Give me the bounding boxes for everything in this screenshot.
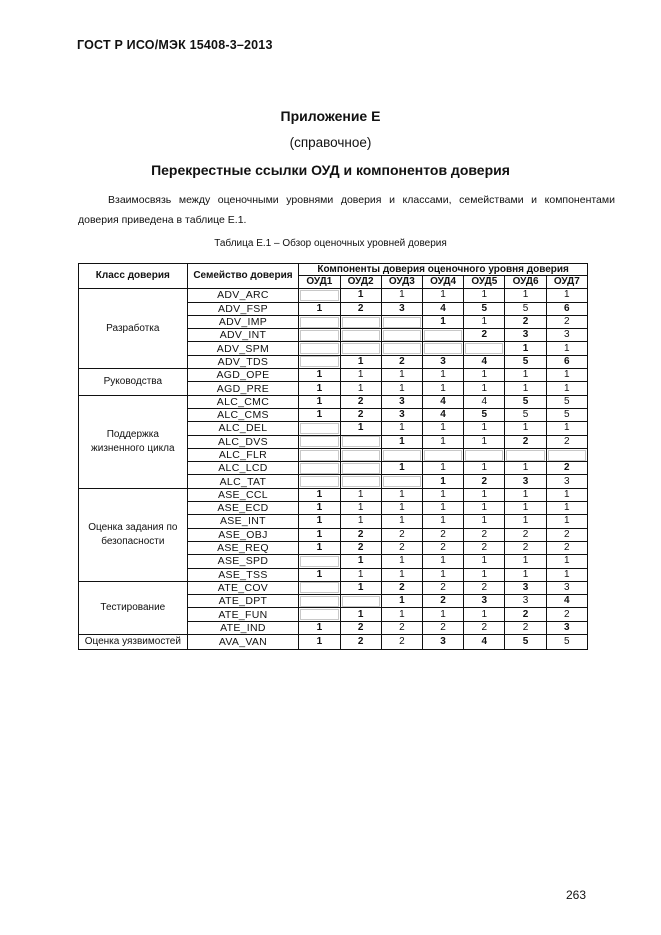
component-level-cell: 1 — [381, 515, 422, 528]
component-level-cell: 1 — [464, 608, 505, 621]
assurance-family-cell: ALC_LCD — [187, 462, 299, 475]
table-row — [79, 369, 588, 382]
assurance-family-cell: ASE_INT — [187, 515, 299, 528]
component-level-cell: 1 — [299, 635, 340, 650]
column-header-eal: ОУД2 — [340, 276, 381, 289]
component-level-cell: 1 — [381, 462, 422, 475]
component-level-cell: 1 — [422, 515, 463, 528]
component-level-cell — [340, 435, 381, 448]
component-level-cell: 1 — [464, 369, 505, 382]
component-level-cell: 1 — [381, 422, 422, 435]
component-level-cell: 1 — [464, 462, 505, 475]
component-level-cell: 2 — [340, 541, 381, 554]
component-level-cell: 1 — [299, 621, 340, 634]
component-level-cell: 1 — [381, 568, 422, 581]
component-level-cell: 2 — [381, 621, 422, 634]
component-level-cell: 1 — [546, 369, 587, 382]
column-header-family: Семейство доверия — [187, 264, 299, 289]
component-level-cell: 2 — [464, 329, 505, 342]
component-level-cell — [381, 448, 422, 461]
assurance-family-cell: ALC_CMS — [187, 408, 299, 421]
empty-cell-marker — [465, 343, 503, 354]
component-level-cell: 1 — [546, 488, 587, 501]
component-level-cell: 1 — [381, 369, 422, 382]
component-level-cell: 1 — [340, 581, 381, 594]
column-header-eal: ОУД3 — [381, 276, 422, 289]
component-level-cell: 5 — [464, 302, 505, 315]
assurance-family-cell: ALC_TAT — [187, 475, 299, 488]
component-level-cell — [340, 315, 381, 328]
component-level-cell: 3 — [422, 355, 463, 368]
assurance-family-cell: ALC_FLR — [187, 448, 299, 461]
intro-paragraph: Взаимосвязь между оценочными уровнями доверия и классами, семействами и компонентами доверия приведена в таблице Е.1. — [78, 194, 615, 226]
component-level-cell: 2 — [505, 541, 546, 554]
assurance-family-cell: ASE_SPD — [187, 555, 299, 568]
component-level-cell: 1 — [505, 369, 546, 382]
component-level-cell: 1 — [422, 555, 463, 568]
component-level-cell: 2 — [340, 302, 381, 315]
assurance-family-cell: ADV_TDS — [187, 355, 299, 368]
empty-cell-marker — [383, 476, 421, 487]
column-header-eal: ОУД7 — [546, 276, 587, 289]
component-level-cell — [464, 342, 505, 355]
component-level-cell: 4 — [546, 595, 587, 608]
component-level-cell: 4 — [464, 395, 505, 408]
component-level-cell — [340, 462, 381, 475]
component-level-cell: 1 — [422, 422, 463, 435]
component-level-cell: 2 — [422, 621, 463, 634]
component-level-cell: 3 — [505, 595, 546, 608]
empty-cell-marker — [383, 343, 421, 354]
component-level-cell: 6 — [546, 302, 587, 315]
component-level-cell: 2 — [340, 635, 381, 650]
assurance-family-cell: ADV_FSP — [187, 302, 299, 315]
component-level-cell: 2 — [546, 541, 587, 554]
component-level-cell: 2 — [381, 528, 422, 541]
component-level-cell: 2 — [505, 315, 546, 328]
component-level-cell: 1 — [299, 541, 340, 554]
assurance-class-cell: Руководства — [79, 369, 188, 396]
empty-cell-marker — [300, 317, 338, 328]
assurance-family-cell: ALC_CMC — [187, 395, 299, 408]
column-header-components: Компоненты доверия оценочного уровня доверия — [299, 264, 588, 276]
component-level-cell — [299, 448, 340, 461]
assurance-family-cell: ASE_TSS — [187, 568, 299, 581]
component-level-cell — [299, 555, 340, 568]
component-level-cell: 2 — [381, 581, 422, 594]
component-level-cell: 5 — [546, 395, 587, 408]
component-level-cell: 1 — [464, 502, 505, 515]
component-level-cell: 5 — [505, 302, 546, 315]
empty-cell-marker — [383, 450, 421, 461]
component-level-cell: 5 — [505, 395, 546, 408]
component-level-cell — [422, 448, 463, 461]
component-level-cell: 5 — [464, 408, 505, 421]
component-level-cell: 2 — [546, 462, 587, 475]
component-level-cell: 2 — [546, 315, 587, 328]
component-level-cell: 3 — [464, 595, 505, 608]
appendix-status: (справочное) — [289, 135, 372, 150]
component-level-cell: 1 — [422, 369, 463, 382]
component-level-cell: 2 — [546, 608, 587, 621]
component-level-cell: 1 — [299, 395, 340, 408]
page-number: 263 — [566, 888, 587, 902]
table-row — [79, 488, 588, 501]
component-level-cell: 2 — [340, 528, 381, 541]
component-level-cell: 5 — [546, 408, 587, 421]
component-level-cell: 1 — [505, 568, 546, 581]
component-level-cell — [299, 435, 340, 448]
column-header-eal: ОУД4 — [422, 276, 463, 289]
empty-cell-marker — [342, 596, 380, 607]
assurance-family-cell: ATE_IND — [187, 621, 299, 634]
component-level-cell: 1 — [505, 555, 546, 568]
component-level-cell: 1 — [422, 435, 463, 448]
assurance-family-cell: ATE_FUN — [187, 608, 299, 621]
component-level-cell: 2 — [340, 395, 381, 408]
component-level-cell: 3 — [546, 475, 587, 488]
component-level-cell: 1 — [381, 488, 422, 501]
component-level-cell: 2 — [464, 621, 505, 634]
component-level-cell: 2 — [505, 528, 546, 541]
component-level-cell — [340, 475, 381, 488]
component-level-cell: 4 — [422, 395, 463, 408]
component-level-cell: 4 — [464, 635, 505, 650]
component-level-cell: 1 — [464, 555, 505, 568]
component-level-cell: 2 — [546, 435, 587, 448]
component-level-cell — [422, 329, 463, 342]
component-level-cell — [546, 448, 587, 461]
empty-cell-marker — [342, 476, 380, 487]
component-level-cell — [422, 342, 463, 355]
empty-cell-marker — [465, 450, 503, 461]
component-level-cell — [464, 448, 505, 461]
component-level-cell: 1 — [464, 568, 505, 581]
table-caption: Таблица Е.1 – Обзор оценочных уровней доверия — [214, 238, 447, 249]
component-level-cell: 4 — [422, 302, 463, 315]
empty-cell-marker — [342, 343, 380, 354]
component-level-cell: 3 — [546, 621, 587, 634]
component-level-cell: 2 — [381, 541, 422, 554]
component-level-cell: 1 — [422, 502, 463, 515]
empty-cell-marker — [300, 463, 338, 474]
component-level-cell: 6 — [546, 355, 587, 368]
component-level-cell: 1 — [340, 355, 381, 368]
component-level-cell: 1 — [422, 608, 463, 621]
component-level-cell: 1 — [505, 342, 546, 355]
assurance-family-cell: AGD_OPE — [187, 369, 299, 382]
component-level-cell — [340, 342, 381, 355]
component-level-cell — [299, 475, 340, 488]
component-level-cell: 1 — [505, 488, 546, 501]
component-level-cell: 2 — [464, 581, 505, 594]
component-level-cell: 1 — [381, 289, 422, 302]
assurance-family-cell: ASE_CCL — [187, 488, 299, 501]
appendix-title: Приложение Е — [280, 108, 381, 124]
component-level-cell: 2 — [422, 595, 463, 608]
empty-cell-marker — [300, 330, 338, 341]
assurance-family-cell: ATE_DPT — [187, 595, 299, 608]
column-header-eal: ОУД1 — [299, 276, 340, 289]
component-level-cell: 1 — [299, 488, 340, 501]
component-level-cell: 1 — [299, 302, 340, 315]
component-level-cell — [381, 315, 422, 328]
empty-cell-marker — [300, 476, 338, 487]
empty-cell-marker — [300, 450, 338, 461]
component-level-cell: 1 — [381, 435, 422, 448]
component-level-cell — [381, 342, 422, 355]
component-level-cell: 1 — [340, 369, 381, 382]
assurance-family-cell: ASE_REQ — [187, 541, 299, 554]
component-level-cell: 1 — [340, 555, 381, 568]
empty-cell-marker — [342, 463, 380, 474]
component-level-cell: 2 — [505, 435, 546, 448]
component-level-cell: 1 — [464, 289, 505, 302]
component-level-cell: 1 — [381, 382, 422, 395]
assurance-family-cell: ATE_COV — [187, 581, 299, 594]
component-level-cell: 1 — [299, 515, 340, 528]
empty-cell-marker — [300, 423, 338, 434]
component-level-cell: 1 — [299, 502, 340, 515]
component-level-cell — [381, 329, 422, 342]
section-heading: Перекрестные ссылки ОУД и компонентов доверия — [151, 162, 510, 178]
empty-cell-marker — [300, 290, 338, 301]
component-level-cell — [340, 329, 381, 342]
component-level-cell: 2 — [546, 528, 587, 541]
component-level-cell: 1 — [464, 515, 505, 528]
component-level-cell: 2 — [505, 608, 546, 621]
component-level-cell: 1 — [299, 408, 340, 421]
component-level-cell: 1 — [546, 422, 587, 435]
component-level-cell: 1 — [422, 462, 463, 475]
empty-cell-marker — [300, 356, 338, 367]
empty-cell-marker — [300, 556, 338, 567]
component-level-cell: 4 — [464, 355, 505, 368]
component-level-cell: 1 — [422, 382, 463, 395]
component-level-cell: 1 — [381, 595, 422, 608]
component-level-cell: 1 — [422, 289, 463, 302]
component-level-cell — [299, 608, 340, 621]
empty-cell-marker — [342, 436, 380, 447]
empty-cell-marker — [300, 609, 338, 620]
component-level-cell: 1 — [299, 382, 340, 395]
component-level-cell — [505, 448, 546, 461]
empty-cell-marker — [424, 450, 462, 461]
component-level-cell: 1 — [546, 515, 587, 528]
empty-cell-marker — [300, 343, 338, 354]
assurance-family-cell: AVA_VAN — [187, 635, 299, 650]
component-level-cell: 1 — [340, 289, 381, 302]
assurance-class-cell: Поддержка жизненного цикла — [79, 395, 188, 488]
eal-overview-table — [78, 263, 588, 650]
component-level-cell: 1 — [505, 382, 546, 395]
component-level-cell: 2 — [505, 621, 546, 634]
component-level-cell: 2 — [422, 581, 463, 594]
component-level-cell: 2 — [381, 355, 422, 368]
empty-cell-marker — [300, 596, 338, 607]
assurance-class-cell: Оценка задания по безопасности — [79, 488, 188, 581]
component-level-cell: 2 — [464, 541, 505, 554]
table-row — [79, 635, 588, 650]
component-level-cell: 1 — [505, 289, 546, 302]
component-level-cell: 1 — [464, 435, 505, 448]
assurance-family-cell: ADV_SPM — [187, 342, 299, 355]
component-level-cell: 1 — [546, 502, 587, 515]
component-level-cell: 1 — [340, 515, 381, 528]
table-header-row — [79, 264, 588, 276]
component-level-cell: 2 — [464, 528, 505, 541]
assurance-family-cell: ADV_ARC — [187, 289, 299, 302]
component-level-cell: 1 — [546, 555, 587, 568]
component-level-cell: 1 — [340, 608, 381, 621]
component-level-cell: 2 — [340, 408, 381, 421]
component-level-cell: 1 — [505, 502, 546, 515]
component-level-cell: 2 — [340, 621, 381, 634]
assurance-family-cell: ADV_INT — [187, 329, 299, 342]
component-level-cell: 2 — [381, 635, 422, 650]
component-level-cell: 1 — [505, 422, 546, 435]
component-level-cell: 1 — [505, 515, 546, 528]
component-level-cell: 1 — [299, 568, 340, 581]
assurance-family-cell: ASE_ECD — [187, 502, 299, 515]
component-level-cell: 2 — [422, 541, 463, 554]
component-level-cell: 5 — [505, 355, 546, 368]
component-level-cell — [299, 289, 340, 302]
table-row — [79, 581, 588, 594]
component-level-cell: 3 — [422, 635, 463, 650]
empty-cell-marker — [300, 436, 338, 447]
component-level-cell: 1 — [340, 422, 381, 435]
assurance-class-cell: Разработка — [79, 289, 188, 369]
component-level-cell: 1 — [422, 488, 463, 501]
assurance-family-cell: ALC_DEL — [187, 422, 299, 435]
assurance-family-cell: ADV_IMP — [187, 315, 299, 328]
table-row — [79, 289, 588, 302]
component-level-cell: 1 — [546, 342, 587, 355]
assurance-family-cell: ALC_DVS — [187, 435, 299, 448]
component-level-cell: 3 — [381, 408, 422, 421]
component-level-cell: 5 — [505, 408, 546, 421]
component-level-cell: 1 — [464, 488, 505, 501]
component-level-cell: 1 — [464, 422, 505, 435]
component-level-cell: 1 — [340, 382, 381, 395]
component-level-cell: 5 — [505, 635, 546, 650]
assurance-family-cell: AGD_PRE — [187, 382, 299, 395]
component-level-cell — [299, 422, 340, 435]
component-level-cell: 1 — [340, 488, 381, 501]
component-level-cell: 1 — [546, 382, 587, 395]
component-level-cell — [340, 448, 381, 461]
component-level-cell — [299, 595, 340, 608]
component-level-cell — [340, 595, 381, 608]
component-level-cell — [299, 342, 340, 355]
empty-cell-marker — [383, 317, 421, 328]
column-header-class: Класс доверия — [79, 264, 188, 289]
empty-cell-marker — [424, 343, 462, 354]
component-level-cell: 2 — [422, 528, 463, 541]
table-body — [79, 289, 588, 650]
component-level-cell — [381, 475, 422, 488]
component-level-cell: 1 — [299, 528, 340, 541]
component-level-cell — [299, 462, 340, 475]
empty-cell-marker — [342, 450, 380, 461]
component-level-cell — [299, 329, 340, 342]
empty-cell-marker — [506, 450, 544, 461]
component-level-cell: 1 — [340, 502, 381, 515]
component-level-cell: 3 — [381, 395, 422, 408]
component-level-cell: 4 — [422, 408, 463, 421]
component-level-cell: 2 — [464, 475, 505, 488]
assurance-class-cell: Оценка уязвимостей — [79, 635, 188, 650]
document-header: ГОСТ Р ИСО/МЭК 15408-3–2013 — [77, 38, 273, 52]
empty-cell-marker — [300, 582, 338, 593]
component-level-cell: 1 — [381, 555, 422, 568]
component-level-cell: 3 — [546, 329, 587, 342]
component-level-cell: 1 — [422, 315, 463, 328]
assurance-family-cell: ASE_OBJ — [187, 528, 299, 541]
component-level-cell: 1 — [299, 369, 340, 382]
component-level-cell — [299, 581, 340, 594]
component-level-cell: 1 — [422, 475, 463, 488]
component-level-cell: 1 — [422, 568, 463, 581]
component-level-cell: 1 — [546, 568, 587, 581]
table-row — [79, 395, 588, 408]
empty-cell-marker — [342, 330, 380, 341]
component-level-cell: 3 — [505, 581, 546, 594]
component-level-cell: 1 — [464, 382, 505, 395]
component-level-cell: 1 — [340, 568, 381, 581]
component-level-cell: 1 — [505, 462, 546, 475]
component-level-cell: 1 — [381, 502, 422, 515]
column-header-eal: ОУД5 — [464, 276, 505, 289]
empty-cell-marker — [424, 330, 462, 341]
component-level-cell: 1 — [546, 289, 587, 302]
component-level-cell — [299, 355, 340, 368]
empty-cell-marker — [548, 450, 586, 461]
component-level-cell: 1 — [381, 608, 422, 621]
empty-cell-marker — [342, 317, 380, 328]
component-level-cell: 3 — [546, 581, 587, 594]
component-level-cell — [299, 315, 340, 328]
component-level-cell: 3 — [505, 475, 546, 488]
assurance-class-cell: Тестирование — [79, 581, 188, 634]
component-level-cell: 3 — [505, 329, 546, 342]
component-level-cell: 5 — [546, 635, 587, 650]
component-level-cell: 1 — [464, 315, 505, 328]
empty-cell-marker — [383, 330, 421, 341]
component-level-cell: 3 — [381, 302, 422, 315]
column-header-eal: ОУД6 — [505, 276, 546, 289]
